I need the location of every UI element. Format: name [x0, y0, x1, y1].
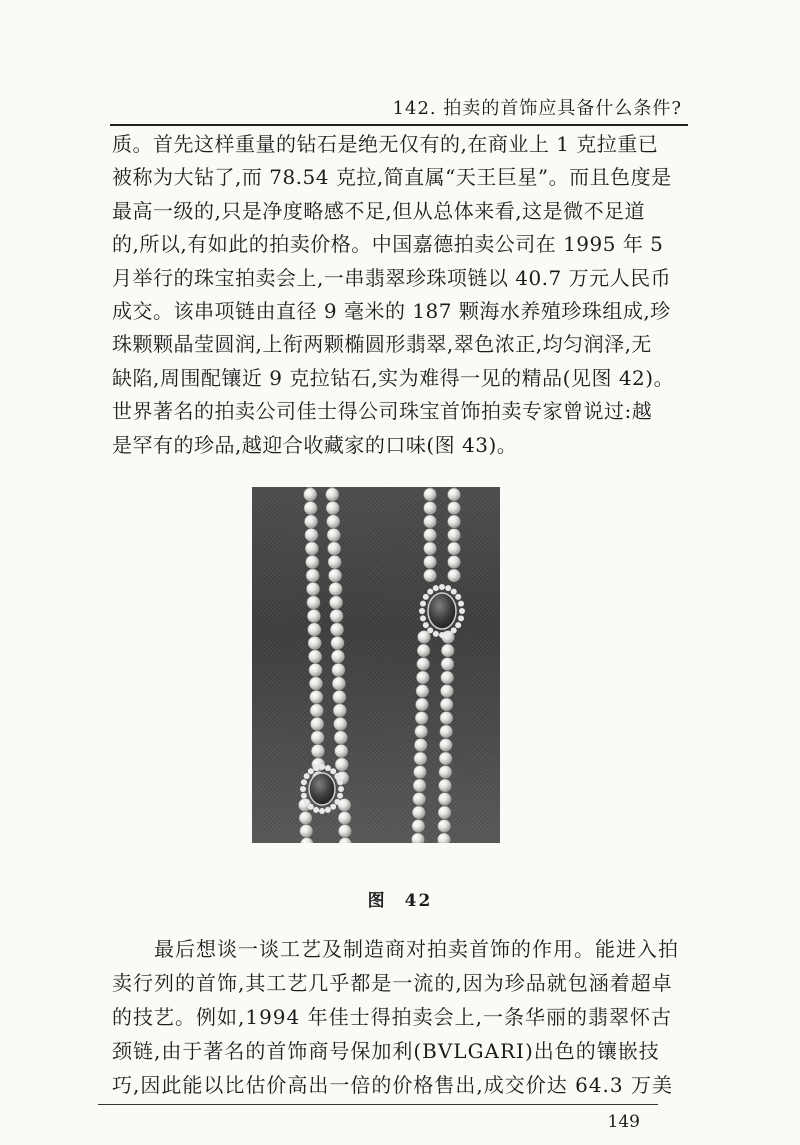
diamond	[423, 622, 429, 628]
text-line: 的技艺。例如,1994 年佳士得拍卖会上,一条华丽的翡翠怀古	[112, 1005, 672, 1029]
diamond	[334, 773, 340, 779]
pearl	[300, 838, 313, 843]
pearl	[327, 515, 340, 528]
jadeite-cabochon	[309, 773, 335, 805]
pearl	[424, 515, 437, 528]
pearl	[440, 725, 453, 738]
pearl	[412, 833, 425, 843]
pearl	[305, 542, 318, 555]
text-line: 缺陷,周围配镶近 9 克拉钻石,实为难得一见的精品(见图 42)。	[112, 365, 675, 390]
pearl	[306, 582, 319, 595]
text-line: 巧,因此能以比估价高出一倍的价格售出,成交价达 64.3 万美	[112, 1073, 673, 1097]
diamond	[423, 594, 429, 600]
pearl	[333, 704, 346, 717]
pearl	[307, 596, 320, 609]
diamond	[459, 608, 465, 614]
pearl	[310, 690, 323, 703]
pearl	[424, 569, 437, 582]
pearl	[414, 752, 427, 765]
text-line: 是罕有的珍品,越迎合收藏家的口味(图 43)。	[112, 432, 518, 457]
pearl	[414, 766, 427, 779]
pearl	[334, 731, 347, 744]
diamond	[433, 631, 439, 637]
pearl	[329, 596, 342, 609]
caption-label: 图	[367, 891, 387, 911]
pearl	[299, 812, 312, 825]
pearl	[424, 488, 437, 501]
pearl	[304, 515, 317, 528]
pearl	[440, 698, 453, 711]
pearl	[415, 712, 428, 725]
pearl	[438, 833, 451, 843]
text-line: 最高一级的,只是净度略感不足,但从总体来看,这是微不足道	[112, 198, 646, 223]
diamond	[337, 779, 343, 785]
diamond	[301, 793, 307, 799]
diamond	[455, 594, 461, 600]
diamond	[325, 807, 331, 813]
pearl	[306, 555, 319, 568]
pearl	[300, 825, 313, 838]
pearl	[327, 528, 340, 541]
diamond	[304, 799, 310, 805]
pearl	[339, 838, 352, 843]
pearl	[304, 501, 317, 514]
pearl	[412, 806, 425, 819]
diamond	[313, 765, 319, 771]
pearl	[310, 704, 323, 717]
pearl	[438, 820, 451, 833]
pearl	[329, 582, 342, 595]
pearl	[311, 744, 324, 757]
pearl	[424, 529, 437, 542]
diamond	[313, 807, 319, 813]
pearl	[332, 663, 345, 676]
pearl	[440, 712, 453, 725]
diamond	[420, 601, 426, 607]
diamond	[325, 765, 331, 771]
text-line: 颈链,由于著名的首饰商号保加利(BVLGARI)出色的镶嵌技	[112, 1039, 660, 1063]
pearl	[439, 766, 452, 779]
pearl	[309, 677, 322, 690]
pearl	[441, 644, 454, 657]
diamond	[338, 786, 344, 792]
pearl	[416, 685, 429, 698]
pearl	[328, 569, 341, 582]
pearl	[439, 739, 452, 752]
diamond	[304, 773, 310, 779]
pearl	[328, 542, 341, 555]
pearl	[332, 677, 345, 690]
diamond	[445, 631, 451, 637]
figure-caption	[0, 886, 800, 911]
diamond	[319, 764, 325, 770]
diamond	[433, 585, 439, 591]
pearl	[326, 501, 339, 514]
text-line: 被称为大钻了,而 78.54 克拉,简直属“天王巨星”。而且色度是	[112, 165, 672, 190]
diamond	[427, 589, 433, 595]
paragraph-2	[112, 932, 692, 1102]
pearl	[306, 569, 319, 582]
pearl	[448, 542, 461, 555]
pearl	[448, 502, 461, 515]
diamond	[439, 632, 445, 638]
pearl	[328, 555, 341, 568]
text-line: 成交。该串项链由直径 9 毫米的 187 颗海水养殖珍珠组成,珍	[112, 299, 671, 324]
pearl	[438, 806, 451, 819]
pearl-necklace-illustration	[252, 487, 500, 843]
pearl	[413, 793, 426, 806]
pearl	[439, 752, 452, 765]
pearl	[335, 744, 348, 757]
page-number: 149	[607, 1112, 640, 1132]
pearl	[304, 488, 317, 501]
pearl	[441, 685, 454, 698]
pearl	[448, 529, 461, 542]
pearl	[424, 502, 437, 515]
pearl	[308, 623, 321, 636]
diamond	[458, 615, 464, 621]
pearl	[417, 644, 430, 657]
text-line: 卖行列的首饰,其工艺几乎都是一流的,因为珍品就包涵着超卓	[112, 971, 673, 995]
pearl	[326, 488, 339, 501]
pearl	[311, 731, 324, 744]
pearl	[330, 623, 343, 636]
paragraph-1	[112, 128, 692, 462]
pearl	[424, 542, 437, 555]
diamond	[458, 601, 464, 607]
pearl	[441, 658, 454, 671]
pearl	[412, 820, 425, 833]
pearl	[308, 636, 321, 649]
pearl	[416, 698, 429, 711]
header-rule	[110, 124, 688, 126]
pearl	[331, 636, 344, 649]
pearl	[309, 663, 322, 676]
diamond	[451, 589, 457, 595]
diamond	[330, 804, 336, 810]
pearl	[335, 758, 348, 771]
diamond	[419, 608, 425, 614]
text-line: 最后想谈一谈工艺及制造商对拍卖首饰的作用。能进入拍	[112, 937, 679, 961]
jadeite-cabochon	[428, 593, 456, 629]
pearl	[325, 487, 338, 488]
pearl	[441, 671, 454, 684]
pearl	[334, 717, 347, 730]
pearl	[415, 725, 428, 738]
pearl	[417, 658, 430, 671]
diamond	[308, 768, 314, 774]
text-line: 质。首先这样重量的钻石是绝无仅有的,在商业上 1 克拉重已	[112, 132, 659, 156]
diamond	[420, 615, 426, 621]
diamond	[445, 585, 451, 591]
pearl	[414, 739, 427, 752]
diamond	[330, 768, 336, 774]
pearl	[448, 556, 461, 569]
pearl	[438, 793, 451, 806]
diamond	[300, 786, 306, 792]
diamond	[427, 627, 433, 633]
diamond	[455, 622, 461, 628]
pearl	[448, 569, 461, 582]
pearl	[448, 515, 461, 528]
text-line: 的,所以,有如此的拍卖价格。中国嘉德拍卖公司在 1995 年 5	[112, 232, 664, 257]
text-line: 世界著名的拍卖公司佳士得公司珠宝首饰拍卖专家曾说过:越	[112, 399, 653, 424]
pearl	[331, 650, 344, 663]
text-line: 珠颗颗晶莹圆润,上衔两颗椭圆形翡翠,翠色浓正,均匀润泽,无	[112, 332, 652, 357]
pearl	[338, 825, 351, 838]
pearl	[333, 690, 346, 703]
diamond	[337, 793, 343, 799]
caption-number: 42	[404, 891, 433, 911]
footer-rule	[98, 1104, 658, 1105]
necklace-photo	[252, 487, 500, 843]
running-header: 142. 拍卖的首饰应具备什么条件?	[392, 98, 682, 119]
diamond	[319, 808, 325, 814]
diamond	[451, 627, 457, 633]
pearl	[338, 812, 351, 825]
pearl	[424, 556, 437, 569]
pearl	[416, 671, 429, 684]
diamond	[334, 799, 340, 805]
pearl	[439, 779, 452, 792]
diamond	[301, 779, 307, 785]
pearl	[448, 488, 461, 501]
pearl	[303, 487, 316, 488]
pearl	[413, 779, 426, 792]
pearl	[308, 650, 321, 663]
diamond	[308, 804, 314, 810]
pearl	[330, 609, 343, 622]
pearl	[311, 717, 324, 730]
text-line: 月举行的珠宝拍卖会上,一串翡翠珍珠项链以 40.7 万元人民币	[112, 265, 672, 290]
pearl	[307, 609, 320, 622]
diamond	[439, 584, 445, 590]
pearl	[305, 528, 318, 541]
